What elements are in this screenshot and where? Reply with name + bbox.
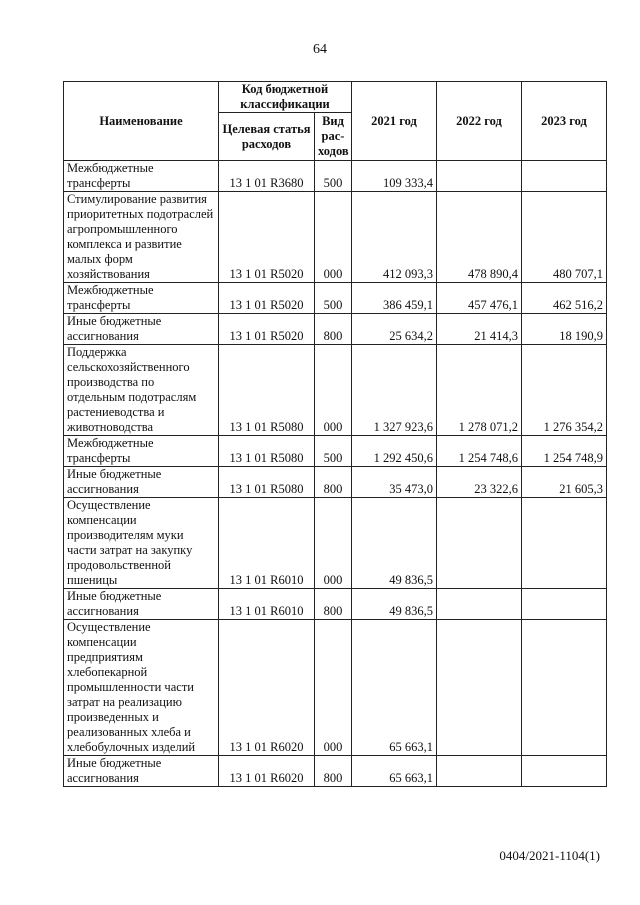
table-row bbox=[64, 467, 607, 498]
row-2021: 49 836,5 bbox=[352, 589, 437, 620]
row-csr: 13 1 01 R5080 bbox=[219, 345, 315, 436]
header-name: Наименование bbox=[64, 82, 219, 161]
row-csr: 13 1 01 R6020 bbox=[219, 620, 315, 756]
row-2021: 109 333,4 bbox=[352, 161, 437, 192]
table-row bbox=[64, 589, 607, 620]
row-name: Межбюджетные трансферты bbox=[64, 161, 219, 192]
row-2021: 386 459,1 bbox=[352, 283, 437, 314]
row-name: Осуществление компенсации производителям муки части затрат на закупку продовольственной пшеницы bbox=[64, 498, 219, 589]
table-row bbox=[64, 161, 607, 192]
table-row bbox=[64, 436, 607, 467]
row-2022 bbox=[437, 498, 522, 589]
document-code: 0404/2021-1104(1) bbox=[499, 848, 600, 863]
row-csr: 13 1 01 R6010 bbox=[219, 589, 315, 620]
table-row bbox=[64, 192, 607, 283]
header-2022: 2022 год bbox=[437, 82, 522, 161]
row-vr: 000 bbox=[315, 620, 352, 756]
row-vr: 800 bbox=[315, 467, 352, 498]
row-2022: 478 890,4 bbox=[437, 192, 522, 283]
row-2021: 49 836,5 bbox=[352, 498, 437, 589]
row-2023: 18 190,9 bbox=[522, 314, 607, 345]
row-2023 bbox=[522, 498, 607, 589]
header-csr: Целевая статья расходов bbox=[219, 113, 315, 161]
header-vr: Вид рас-ходов bbox=[315, 113, 352, 161]
row-csr: 13 1 01 R3680 bbox=[219, 161, 315, 192]
row-vr: 500 bbox=[315, 161, 352, 192]
row-2021: 65 663,1 bbox=[352, 756, 437, 787]
row-vr: 500 bbox=[315, 436, 352, 467]
row-csr: 13 1 01 R5020 bbox=[219, 192, 315, 283]
row-2023: 21 605,3 bbox=[522, 467, 607, 498]
row-2021: 25 634,2 bbox=[352, 314, 437, 345]
row-vr: 000 bbox=[315, 192, 352, 283]
row-name: Иные бюджетные ассигнования bbox=[64, 467, 219, 498]
row-name: Иные бюджетные ассигнования bbox=[64, 756, 219, 787]
row-csr: 13 1 01 R6020 bbox=[219, 756, 315, 787]
row-csr: 13 1 01 R5080 bbox=[219, 467, 315, 498]
row-2023 bbox=[522, 620, 607, 756]
header-2023: 2023 год bbox=[522, 82, 607, 161]
row-2023 bbox=[522, 161, 607, 192]
table-row bbox=[64, 345, 607, 436]
row-name: Осуществление компенсации предприятиям хлебопекарной промышленности части затрат на реализацию произведенных и реализованных хлеба и хлебобулочных изделий bbox=[64, 620, 219, 756]
row-2022 bbox=[437, 161, 522, 192]
row-vr: 500 bbox=[315, 283, 352, 314]
table-row bbox=[64, 620, 607, 756]
row-vr: 000 bbox=[315, 498, 352, 589]
row-2022: 457 476,1 bbox=[437, 283, 522, 314]
row-2022 bbox=[437, 756, 522, 787]
header-2021: 2021 год bbox=[352, 82, 437, 161]
row-vr: 800 bbox=[315, 756, 352, 787]
row-2022 bbox=[437, 589, 522, 620]
row-name: Межбюджетные трансферты bbox=[64, 283, 219, 314]
row-csr: 13 1 01 R5020 bbox=[219, 314, 315, 345]
table-row bbox=[64, 756, 607, 787]
row-2023: 462 516,2 bbox=[522, 283, 607, 314]
row-2023: 480 707,1 bbox=[522, 192, 607, 283]
row-name: Поддержка сельскохозяйственного производства по отдельным подотраслям растениеводства и животноводства bbox=[64, 345, 219, 436]
row-name: Иные бюджетные ассигнования bbox=[64, 314, 219, 345]
row-csr: 13 1 01 R5020 bbox=[219, 283, 315, 314]
row-2021: 412 093,3 bbox=[352, 192, 437, 283]
row-name: Межбюджетные трансферты bbox=[64, 436, 219, 467]
row-2023: 1 276 354,2 bbox=[522, 345, 607, 436]
page-number: 64 bbox=[313, 42, 327, 57]
row-csr: 13 1 01 R5080 bbox=[219, 436, 315, 467]
row-2021: 65 663,1 bbox=[352, 620, 437, 756]
table-row bbox=[64, 498, 607, 589]
table-row bbox=[64, 283, 607, 314]
table-row bbox=[64, 314, 607, 345]
row-2021: 1 292 450,6 bbox=[352, 436, 437, 467]
row-csr: 13 1 01 R6010 bbox=[219, 498, 315, 589]
row-2021: 1 327 923,6 bbox=[352, 345, 437, 436]
row-vr: 800 bbox=[315, 589, 352, 620]
row-vr: 800 bbox=[315, 314, 352, 345]
row-2022: 23 322,6 bbox=[437, 467, 522, 498]
row-2022: 1 254 748,6 bbox=[437, 436, 522, 467]
row-name: Стимулирование развития приоритетных подотраслей агропромышленного комплекса и развитие малых форм хозяйствования bbox=[64, 192, 219, 283]
row-2021: 35 473,0 bbox=[352, 467, 437, 498]
row-2022 bbox=[437, 620, 522, 756]
budget-table bbox=[63, 81, 607, 787]
row-2023 bbox=[522, 756, 607, 787]
row-vr: 000 bbox=[315, 345, 352, 436]
row-2022: 1 278 071,2 bbox=[437, 345, 522, 436]
row-2022: 21 414,3 bbox=[437, 314, 522, 345]
row-2023: 1 254 748,9 bbox=[522, 436, 607, 467]
row-name: Иные бюджетные ассигнования bbox=[64, 589, 219, 620]
row-2023 bbox=[522, 589, 607, 620]
header-code-group: Код бюджетной классификации bbox=[219, 82, 352, 113]
